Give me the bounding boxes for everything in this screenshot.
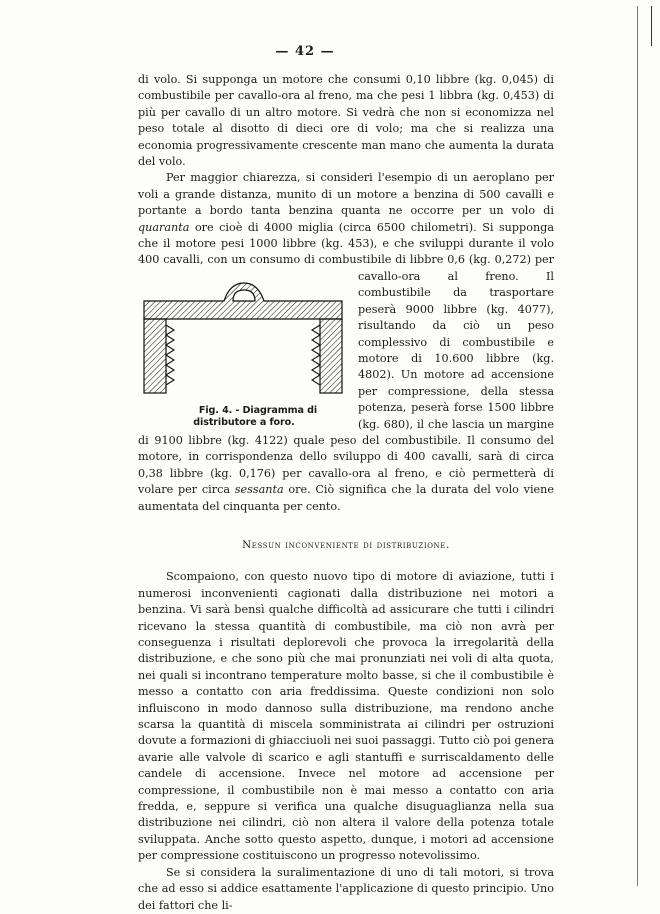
page-number: — 42 — (275, 44, 335, 59)
distributor-hole-cap (233, 290, 255, 301)
distributor-left-wall (144, 319, 166, 393)
distributor-left-thread (166, 325, 174, 385)
paragraph-1: di volo. Si supponga un motore che consumi 0,10 libbre (kg. 0,045) di combustibile per cavallo-ora al freno, ma che pesi 1 libbra (kg. 0,453) di più per cavallo di un altro motore. Si vedrà che non si economizza nel peso totale al disotto di dieci ore di volo; ma che si realizza una economia progressivamente crescente man mano che aumenta la durata del volo. (138, 73, 554, 169)
page-edge-tick (651, 6, 652, 46)
distributor-right-wall (320, 319, 342, 393)
paragraph-2-part-b-lead: ore cioè di 4000 miglia (circa 6500 chilometri). Si supponga che il motore pesi 1000 libbre (kg. 453), e che sviluppi durante il volo 400 cavalli, con un consumo di combustibile di libbre 0,6 (kg. 0,272) (138, 220, 554, 267)
distributor-right-thread (312, 325, 320, 385)
main-text (138, 72, 554, 914)
figure-caption: Fig. 4. - Diagramma di distributore a foro. (193, 404, 318, 428)
paragraph-2-emphasis-quaranta: quaranta (138, 220, 190, 234)
distributor-diagram (138, 273, 348, 403)
paragraph-2 (138, 170, 554, 515)
figure-4 (138, 273, 350, 429)
distributor-cavity (166, 319, 320, 393)
paragraph-3: Scompaiono, con questo nuovo tipo di motore di aviazione, tutti i numerosi inconvenienti cagionati dalla distribuzione nei motori a benzina. Vi sarà bensì qualche difficoltà ad assicurare che tutti i cilindri ricevano la stessa quantità di combustibile, ma ciò non avrà per conseguenza i risultati deplorevoli che provoca la irregolarità della distribuzione, e che sono più che mai pronunziati nei voli di alta quota, nei quali si incontrano temperature molto basse, si che il combustibile è messo a contatto con aria freddissima. Queste condizioni non solo influiscono in modo dannoso sulla distribuzione, ma rendono anche scarsa la quantità di miscela somministrata ai cilindri per ostruzioni dovute a formazioni di ghiacciuoli nei suoi passaggi. Tutto ciò poi genera avarie alle valvole di scarico e agli stantuffi e surriscaldamento delle candele di accensione. Invece nel motore ad accensione per compressione, il combustibile non è mai messo a contatto con aria fredda, e, seppure si verifica una qualche disuguaglianza nella sua distribuzione nei cilindri, ciò non altera il valore della potenza totale sviluppata. Anche sotto questo aspetto, dunque, i motori ad accensione per compressione costituiscono un progresso notevolissimo. (138, 570, 554, 863)
paragraph-2-part-c: ore. Ciò significa che la durata del volo viene aumentata del cinquanta per cento. (138, 483, 554, 513)
paragraph-2-emphasis-sessanta: sessanta (234, 483, 284, 497)
paragraph-2-part-b: per cavallo-ora al freno. Il combustibile da trasportare peserà 9000 libbre (kg. 4077), risultando da ciò un peso complessivo di combustibile e motore di 10.600 libbre (kg. 4802). Un motore ad accensione per compressione, della stessa potenza, peserà forse 1500 libbre (kg. 680), il che lascia un margine di 9100 libbre (kg. 4122) quale peso del combustibile. Il consumo del motore, in corrispondenza dello sviluppo di 400 cavalli, sarà di circa 0,38 libbre (kg. 0,176) per cavallo-ora al freno, e ciò permetterà di volare per circa (138, 253, 554, 497)
section-heading: Nessun inconveniente di distribuzione. (242, 538, 450, 551)
paragraph-2-part-a: Per maggior chiarezza, si consideri l'esempio di un aeroplano per voli a grande distanza, munito di un motore a benzina di 500 cavalli e portante a bordo tanta benzina quanta ne occorre per un volo di (138, 171, 554, 218)
paragraph-4: Se si considera la suralimentazione di uno di tali motori, si trova che ad esso si addice esattamente l'applicazione di questo principio. Uno dei fattori che li- (138, 865, 554, 912)
page-edge-line (637, 6, 638, 886)
